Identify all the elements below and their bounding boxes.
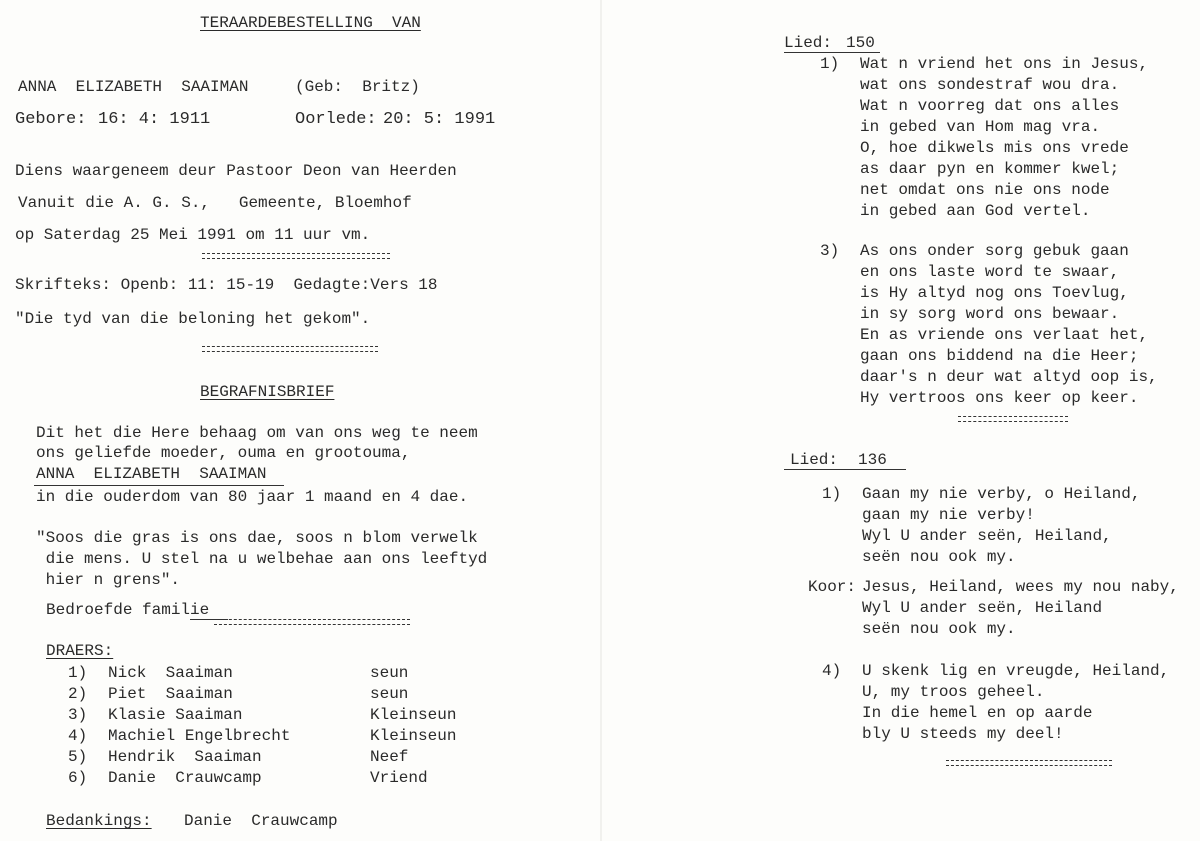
bearer-relation: seun	[370, 685, 409, 703]
letter-line-2: ons geliefde moeder, ouma en grootouma,	[36, 444, 411, 462]
died-label: Oorlede:	[295, 110, 377, 129]
verse-line: in gebed aan God vertel.	[860, 202, 1091, 220]
deceased-name: ANNA ELIZABETH SAAIMAN	[18, 78, 249, 96]
verse-line: En as vriende ons verlaat het,	[860, 326, 1149, 344]
died-date: 20: 5: 1991	[383, 110, 496, 129]
chorus-label: Koor:	[808, 578, 857, 596]
hymn-2-verse-1-number: 1)	[822, 485, 842, 503]
verse-line: bly U steeds my deel!	[862, 725, 1064, 743]
letter-name: ANNA ELIZABETH SAAIMAN	[36, 465, 267, 483]
verse-line: in gebed van Hom mag vra.	[860, 118, 1101, 136]
verse-line: In die hemel en op aarde	[862, 704, 1093, 722]
bearer-name: Hendrik Saaiman	[108, 748, 262, 766]
bearer-relation: seun	[370, 664, 409, 682]
verse-line: O, hoe dikwels mis ons vrede	[860, 139, 1129, 157]
verse-line: seën nou ook my.	[862, 548, 1016, 566]
hymn-1-label: Lied:	[784, 34, 833, 52]
bearer-relation: Kleinseun	[370, 706, 457, 724]
letter-heading: BEGRAFNISBRIEF	[200, 383, 335, 401]
separator	[958, 416, 1068, 422]
list-item: 3)	[68, 706, 88, 724]
verse-line: Wat n vriend het ons in Jesus,	[860, 55, 1149, 73]
separator	[946, 760, 1112, 766]
verse-line: U, my troos geheel.	[862, 683, 1045, 701]
thanks-name: Danie Crauwcamp	[184, 812, 338, 830]
verse-line: daar's n deur wat altyd oop is,	[860, 368, 1158, 386]
bearer-relation: Neef	[370, 748, 409, 766]
verse-line: Hy vertroos ons keer op keer.	[860, 389, 1139, 407]
underline	[784, 469, 906, 470]
bearer-relation: Kleinseun	[370, 727, 457, 745]
quote-text: "Die tyd van die beloning het gekom".	[15, 310, 371, 328]
underline	[34, 485, 284, 486]
hymn-2-number: 136	[858, 451, 887, 469]
verse-line: U skenk lig en vreugde, Heiland,	[862, 662, 1170, 680]
service-line-2: Vanuit die A. G. S., Gemeente, Bloemhof	[18, 194, 412, 212]
verse-line: Gaan my nie verby, o Heiland,	[862, 485, 1141, 503]
verse-line-2: die mens. U stel na u welbehae aan ons leeftyd	[36, 550, 488, 568]
separator	[214, 619, 410, 625]
verse-line: net omdat ons nie ons node	[860, 181, 1110, 199]
list-item: 2)	[68, 685, 88, 703]
hymn-1-verse-3-number: 3)	[820, 242, 840, 260]
chorus-line: Wyl U ander seën, Heiland	[862, 599, 1103, 617]
verse-line: Wyl U ander seën, Heiland,	[862, 527, 1112, 545]
maiden-name: (Geb: Britz)	[295, 78, 420, 96]
list-item: 5)	[68, 748, 88, 766]
hymn-2-verse-4-number: 4)	[822, 662, 842, 680]
verse-line: gaan ons biddend na die Heer;	[860, 347, 1139, 365]
bearers-heading: DRAERS:	[46, 642, 114, 660]
verse-line: gaan my nie verby!	[862, 506, 1035, 524]
document-heading: TERAARDEBESTELLING VAN	[200, 14, 421, 32]
born-date: 16: 4: 1911	[98, 110, 211, 129]
chorus-line: seën nou ook my.	[862, 620, 1016, 638]
verse-line: wat ons sondestraf wou dra.	[860, 76, 1120, 94]
letter-line-1: Dit het die Here behaag om van ons weg te neem	[36, 424, 478, 442]
service-line-3: op Saterdag 25 Mei 1991 om 11 uur vm.	[15, 226, 371, 244]
bearer-name: Machiel Engelbrecht	[108, 727, 291, 745]
verse-line: is Hy altyd nog ons Toevlug,	[860, 284, 1129, 302]
born-label: Gebore:	[15, 110, 87, 129]
hymn-1-verse-1-number: 1)	[820, 55, 840, 73]
scripture-text: Skrifteks: Openb: 11: 15-19 Gedagte:Vers 18	[15, 276, 438, 294]
verse-line: As ons onder sorg gebuk gaan	[860, 242, 1129, 260]
verse-line: en ons laste word te swaar,	[860, 263, 1120, 281]
hymn-2-label: Lied:	[790, 451, 839, 469]
service-line-1: Diens waargeneem deur Pastoor Deon van Heerden	[15, 162, 457, 180]
family-signature: Bedroefde familie	[46, 601, 210, 619]
thanks-label: Bedankings:	[46, 812, 152, 830]
verse-line: in sy sorg word ons bewaar.	[860, 305, 1120, 323]
list-item: 6)	[68, 769, 88, 787]
bearer-name: Piet Saaiman	[108, 685, 233, 703]
verse-line: as daar pyn en kommer kwel;	[860, 160, 1120, 178]
list-item: 4)	[68, 727, 88, 745]
verse-line: Wat n voorreg dat ons alles	[860, 97, 1120, 115]
letter-line-3: in die ouderdom van 80 jaar 1 maand en 4 dae.	[36, 488, 469, 506]
underline	[784, 52, 880, 53]
bearer-name: Danie Crauwcamp	[108, 769, 262, 787]
verse-line-1: "Soos die gras is ons dae, soos n blom verwelk	[36, 529, 478, 547]
bearer-name: Nick Saaiman	[108, 664, 233, 682]
bearer-name: Klasie Saaiman	[108, 706, 243, 724]
verse-line-3: hier n grens".	[36, 571, 181, 589]
page-fold	[600, 0, 602, 841]
hymn-1-number: 150	[846, 34, 875, 52]
list-item: 1)	[68, 664, 88, 682]
separator	[202, 253, 390, 259]
chorus-line: Jesus, Heiland, wees my nou naby,	[862, 578, 1179, 596]
separator	[202, 346, 378, 352]
bearer-relation: Vriend	[370, 769, 428, 787]
